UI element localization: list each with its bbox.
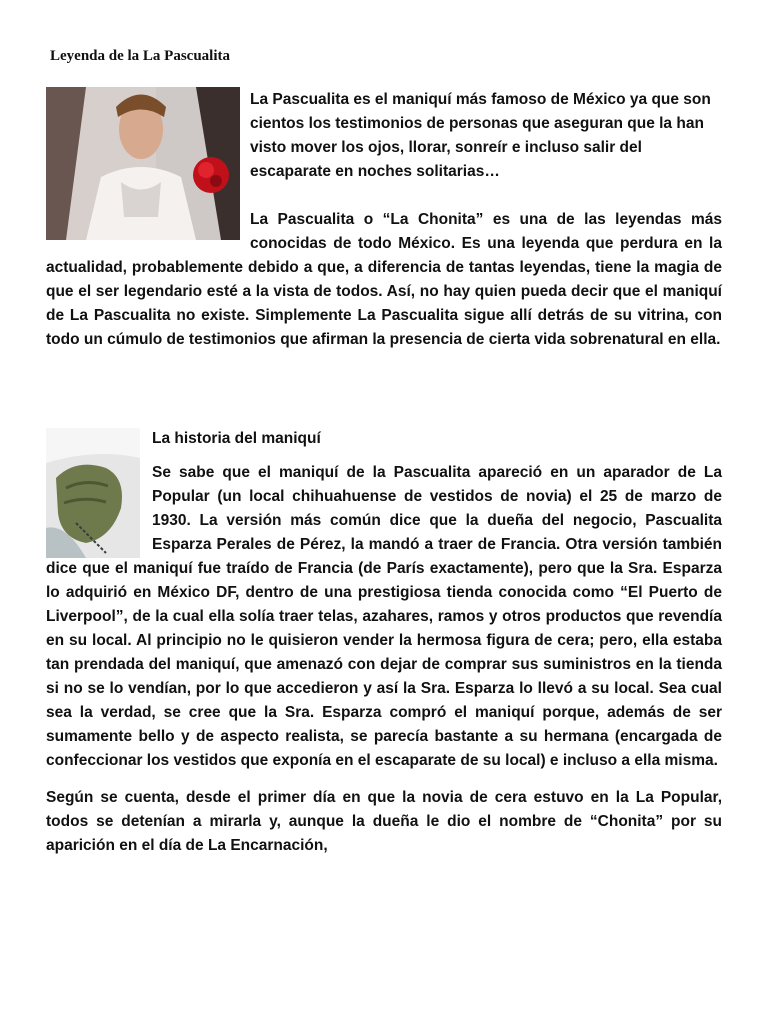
history-paragraph: Se sabe que el maniquí de la Pascualita apareció en un aparador de La Popular (un local chihuahuense de vestidos de novia) el 25 de marzo de 1930. La versión más común dice que la dueña del negocio, Pascualita Esparza Perales de Pérez, la mandó a traer de Francia. Otra versión también dice que el maniquí fue traído de Francia (de París exactamente), pero que la Sra. Esparza lo adquirió en México DF, dentro de una prestigiosa tienda conocida como “El Puerto de Liverpool”, de la cual ella solía traer telas, azahares, ramos y otros productos que revendía en su local. Al principio no le quisieron vender la hermosa figura de cera; pero, ella estaba tan prendada del maniquí, que amenazó con dejar de comprar sus suministros en la tienda si no se lo vendían, por lo que accedieron y así la Sra. Esparza lo llevó a su local. Sea cual sea la verdad, se cree que la Sra. Esparza compró el maniquí porque, además de ser sumamente bello y de aspecto realista, se parecía bastante a su hermana (encargada de confeccionar los vestidos que exponía en el escaparate de su local) e incluso a ella misma. (46, 464, 722, 769)
document-title: Leyenda de la La Pascualita (50, 48, 231, 64)
story-paragraph: Según se cuenta, desde el primer día en que la novia de cera estuvo en la La Popular, todos se detenían a mirarla y, aunque la dueña le dio el nombre de “Chonita” por su aparición en el día de La Encarnación, (46, 789, 722, 854)
legend-paragraph: La Pascualita o “La Chonita” es una de las leyendas más conocidas de todo México. Es una leyenda que perdura en la actualidad, probablemente debido a que, a diferencia de tantas leyendas, tiene la magia de que el ser legendario esté a la vista de todos. Así, no hay quien pueda decir que el maniquí de La Pascualita no existe. Simplemente La Pascualita sigue allí detrás de su vitrina, con todo un cúmulo de testimonios que afirman la presencia de cierta vida sobrenatural en ella. (46, 211, 722, 348)
text-block-intro (46, 88, 722, 352)
text-block-history (46, 427, 722, 858)
intro-paragraph: La Pascualita es el maniquí más famoso de México ya que son cientos los testimonios de personas que aseguran que la han visto mover los ojos, llorar, sonreír e incluso salir del escaparate en noches solitarias… (250, 91, 711, 180)
history-heading: La historia del maniquí (152, 430, 321, 447)
